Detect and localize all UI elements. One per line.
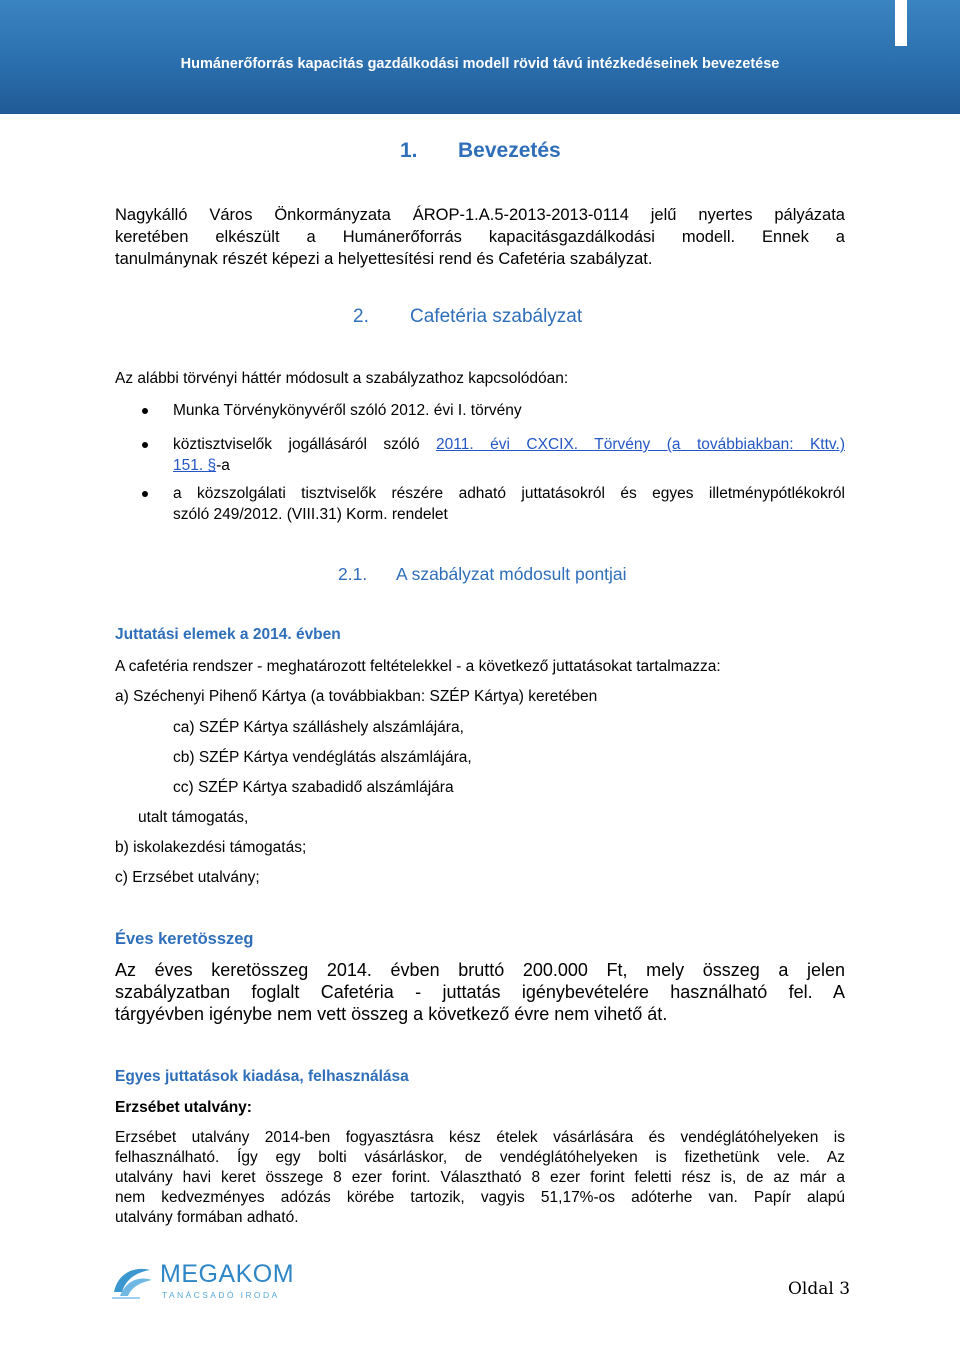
section2-number: 2. — [353, 306, 369, 327]
item-c: c) Erzsébet utalvány; — [115, 869, 260, 886]
kttv-law-link[interactable]: 2011. évi CXCIX. Törvény (a továbbiakban: Kttv.) — [436, 436, 845, 453]
section1-line-1: Nagykálló Város Önkormányzata ÁROP-1.A.5-2013-2013-0114 jelű nyertes pályázata — [115, 206, 845, 224]
megakom-logo-text: MEGAKOM — [160, 1260, 295, 1288]
eves-keretosszeg-heading: Éves keretösszeg — [115, 930, 254, 948]
item-cb: cb) SZÉP Kártya vendéglátás alszámlájára, — [173, 749, 472, 766]
megakom-logo-subtitle: TANÁCSADÓ IRODA — [162, 1290, 280, 1300]
megakom-logo — [110, 1258, 300, 1310]
erzsebet-line-4: nem kedvezményes adózás körébe tartozik, vagyis 51,17%-os adóterhe van. Papír alapú — [115, 1189, 845, 1206]
section1-line-3: tanulmánynak részét képezi a helyettesítési rend és Cafetéria szabályzat. — [115, 250, 653, 268]
item-b: b) iskolakezdési támogatás; — [115, 839, 307, 856]
bullet-kttv-suffix: -a — [216, 457, 230, 474]
megakom-logo-icon — [110, 1262, 156, 1302]
bullet-kttv-line1 — [173, 434, 845, 455]
section2-intro: Az alábbi törvényi háttér módosult a szabályzathoz kapcsolódóan: — [115, 370, 569, 387]
page-number: Oldal 3 — [788, 1279, 851, 1299]
bullet-kttv-prefix: köztisztviselők jogállásáról szóló — [173, 436, 420, 453]
bullet-icon — [142, 408, 148, 414]
section21-number: 2.1. — [338, 564, 368, 584]
paragraph-151-link[interactable]: 151. § — [173, 457, 217, 474]
eves-line-2: szabályzatban foglalt Cafetéria - juttatás igénybevételére használható fel. A — [115, 982, 845, 1002]
erzsebet-line-2: felhasználható. Így egy bolti vásárláskor, de vendéglátóhelyeken is fizethetünk vele. Az — [115, 1149, 845, 1166]
erzsebet-line-1: Erzsébet utalvány 2014-ben fogyasztásra kész ételek vásárlására és vendéglátóhelyeken is — [115, 1129, 845, 1146]
page-header-banner — [0, 0, 960, 114]
cafeteria-intro: A cafetéria rendszer - meghatározott feltételekkel - a következő juttatásokat tartalmazza: — [115, 658, 721, 675]
bullet-korm-line1: a közszolgálati tisztviselők részére adható juttatásokról és egyes illetménypótlékokról — [173, 485, 845, 502]
header-title: Humánerőforrás kapacitás gazdálkodási modell rövid távú intézkedéseinek bevezetése — [180, 56, 780, 72]
header-decoration — [895, 0, 907, 46]
erzsebet-line-5: utalvány formában adható. — [115, 1209, 299, 1226]
section1-line-2: keretében elkészült a Humánerőforrás kapacitásgazdálkodási modell. Ennek a — [115, 228, 845, 246]
erzsebet-utalvany-heading: Erzsébet utalvány: — [115, 1099, 252, 1116]
bullet-korm-line2: szóló 249/2012. (VIII.31) Korm. rendelet — [173, 506, 448, 523]
item-utalt: utalt támogatás, — [138, 809, 249, 826]
erzsebet-line-3: utalvány havi keret összege 8 ezer forint. Választható 8 ezer forint feletti rész is, de az már a — [115, 1169, 845, 1186]
bullet-kttv-line2 — [173, 455, 230, 476]
section1-title: Bevezetés — [458, 139, 561, 162]
item-cc: cc) SZÉP Kártya szabadidő alszámlájára — [173, 779, 454, 796]
bullet-icon — [142, 491, 148, 497]
eves-line-3: tárgyévben igénybe nem vett összeg a következő évre nem vihető át. — [115, 1004, 668, 1024]
egyes-juttatasok-heading: Egyes juttatások kiadása, felhasználása — [115, 1068, 409, 1085]
section21-title: A szabályzat módosult pontjai — [396, 564, 627, 584]
eves-line-1: Az éves keretösszeg 2014. évben bruttó 200.000 Ft, mely összeg a jelen — [115, 960, 845, 980]
juttatasi-elemek-heading: Juttatási elemek a 2014. évben — [115, 626, 341, 643]
section2-title: Cafetéria szabályzat — [410, 306, 583, 327]
item-a: a) Széchenyi Pihenő Kártya (a továbbiakban: SZÉP Kártya) keretében — [115, 688, 598, 705]
bullet-icon — [142, 442, 148, 448]
section1-number: 1. — [400, 139, 418, 162]
bullet-mt: Munka Törvénykönyvéről szóló 2012. évi I. törvény — [173, 402, 522, 419]
item-ca: ca) SZÉP Kártya szálláshely alszámlájára, — [173, 719, 464, 736]
